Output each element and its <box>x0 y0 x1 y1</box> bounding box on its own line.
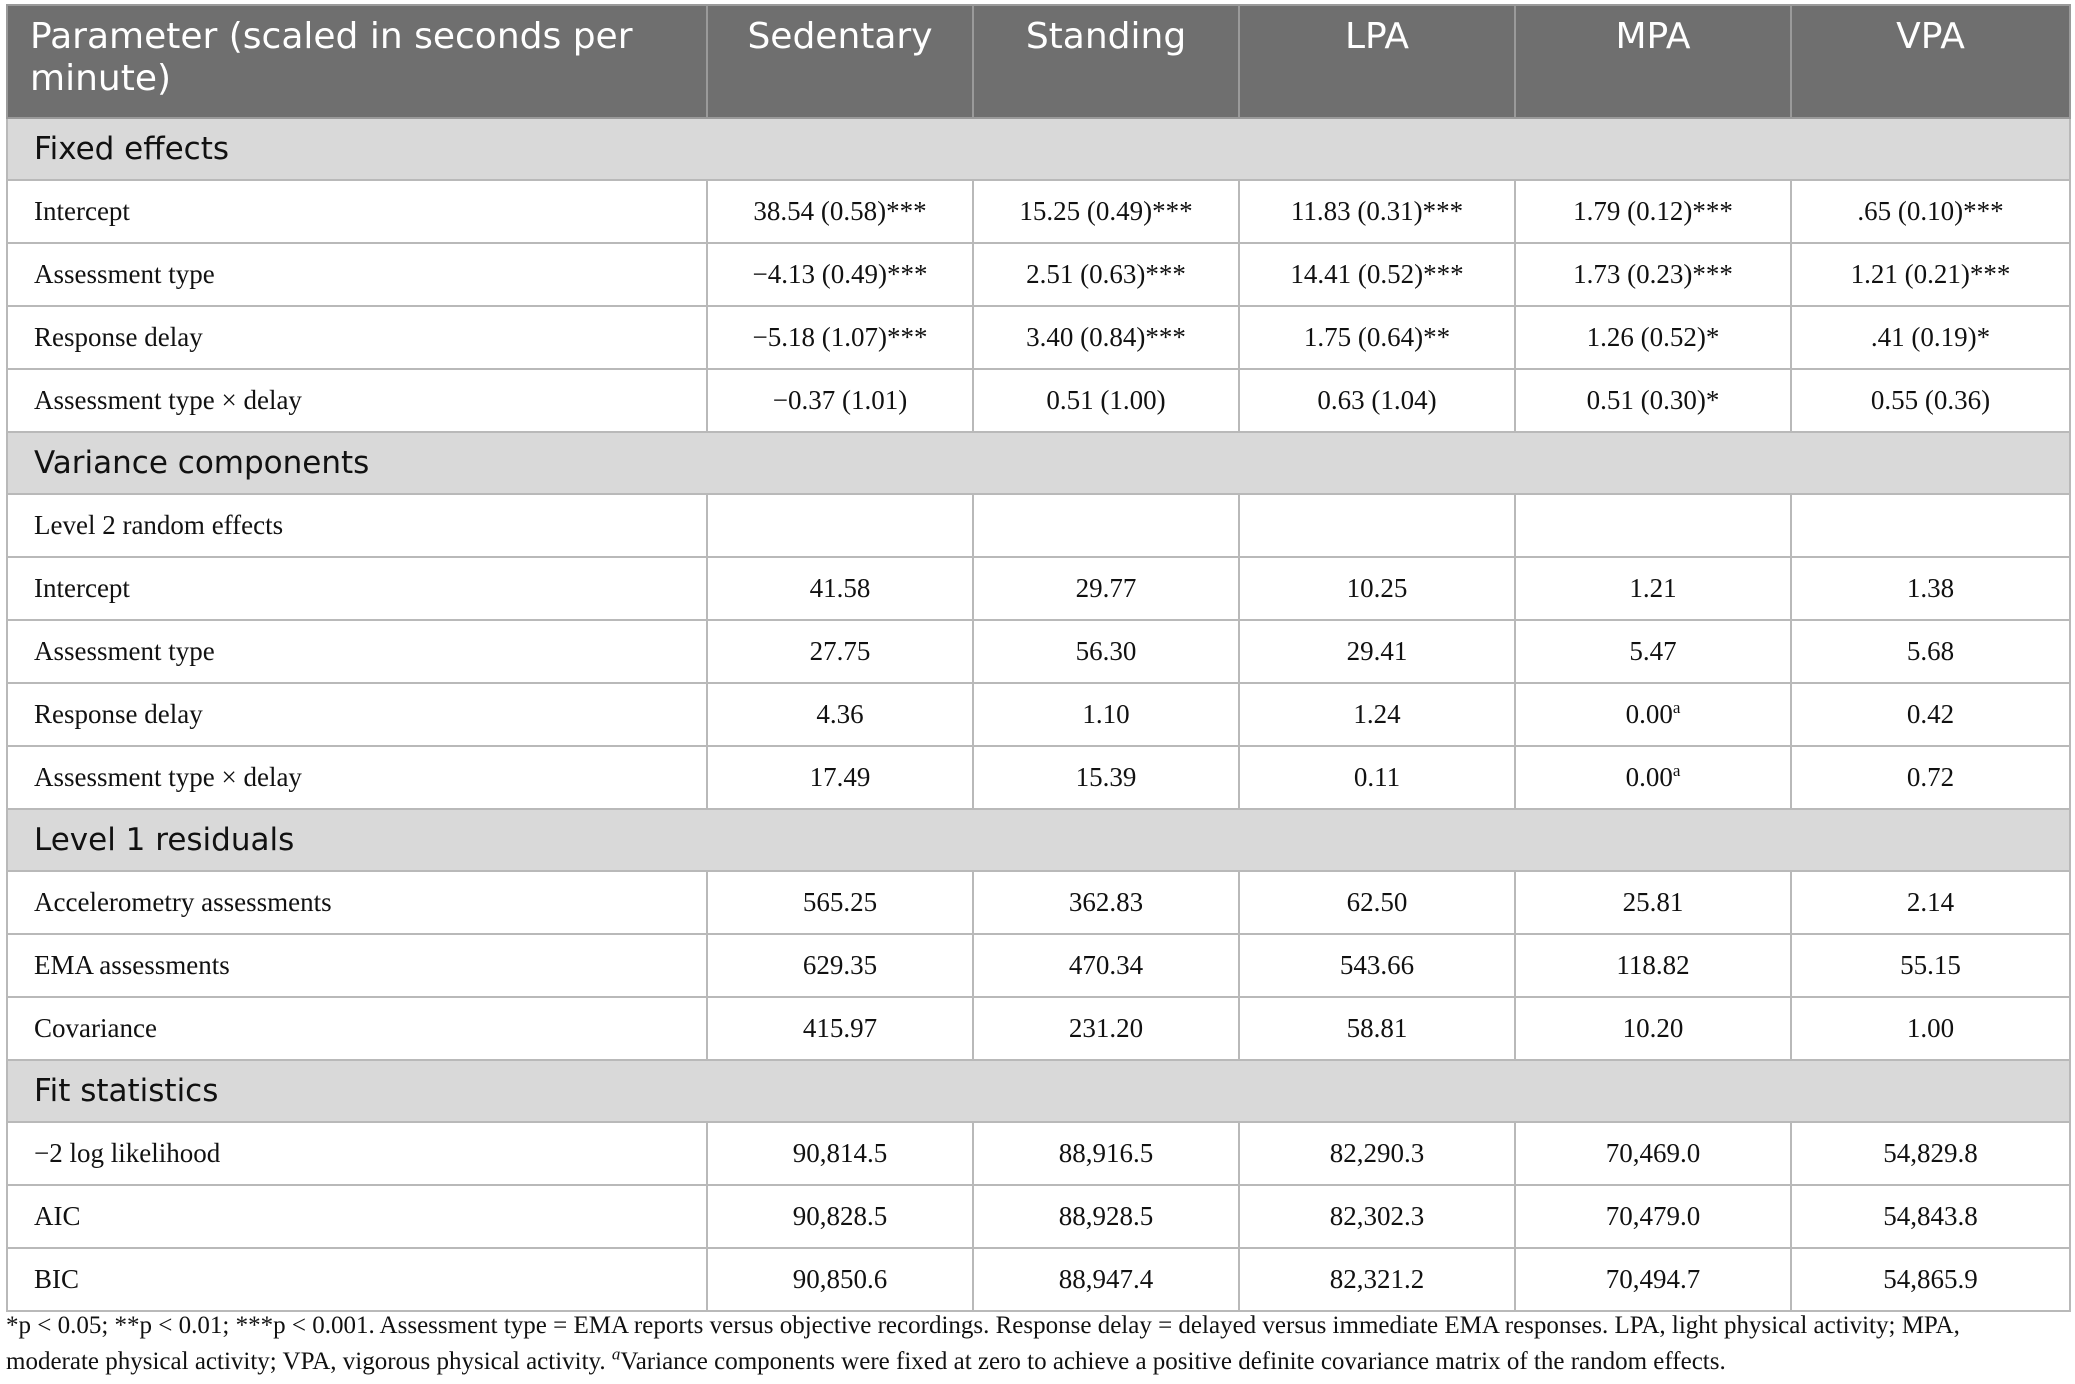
cell-lpa: 58.81 <box>1239 997 1515 1060</box>
row-label: Covariance <box>7 997 707 1060</box>
footnote-marker-a: a <box>1672 698 1681 717</box>
subheading-level2-random-effects: Level 2 random effects <box>7 494 707 557</box>
cell-sedentary: 629.35 <box>707 934 973 997</box>
cell-mpa: 0.51 (0.30)* <box>1515 369 1791 432</box>
cell-mpa: 1.26 (0.52)* <box>1515 306 1791 369</box>
cell-standing: 29.77 <box>973 557 1239 620</box>
section-title-level1-residuals: Level 1 residuals <box>7 809 2070 871</box>
row-label: Intercept <box>7 180 707 243</box>
footnote-marker-a: a <box>611 1344 621 1364</box>
cell-lpa: 62.50 <box>1239 871 1515 934</box>
table-row <box>7 1122 2070 1185</box>
cell-sedentary: 415.97 <box>707 997 973 1060</box>
row-label: AIC <box>7 1185 707 1248</box>
table-row <box>7 620 2070 683</box>
row-label: BIC <box>7 1248 707 1311</box>
cell-standing: 15.25 (0.49)*** <box>973 180 1239 243</box>
header-mpa: MPA <box>1515 5 1791 118</box>
cell-mpa: 70,479.0 <box>1515 1185 1791 1248</box>
cell-mpa: 118.82 <box>1515 934 1791 997</box>
row-label: Assessment type <box>7 243 707 306</box>
cell-vpa: 1.21 (0.21)*** <box>1791 243 2070 306</box>
header-vpa: VPA <box>1791 5 2070 118</box>
cell-standing: 88,928.5 <box>973 1185 1239 1248</box>
table-row <box>7 243 2070 306</box>
cell-standing: 56.30 <box>973 620 1239 683</box>
header-parameter: Parameter (scaled in seconds per minute) <box>7 5 707 118</box>
cell-lpa: 82,302.3 <box>1239 1185 1515 1248</box>
cell-lpa: 0.63 (1.04) <box>1239 369 1515 432</box>
cell-vpa: .41 (0.19)* <box>1791 306 2070 369</box>
cell-lpa: 543.66 <box>1239 934 1515 997</box>
table-row <box>7 683 2070 746</box>
cell-mpa: 70,469.0 <box>1515 1122 1791 1185</box>
cell-sedentary: 27.75 <box>707 620 973 683</box>
cell-mpa: 1.21 <box>1515 557 1791 620</box>
cell-vpa: 55.15 <box>1791 934 2070 997</box>
cell-vpa: 5.68 <box>1791 620 2070 683</box>
results-table <box>6 4 2071 1312</box>
cell-standing: 231.20 <box>973 997 1239 1060</box>
cell-standing: 2.51 (0.63)*** <box>973 243 1239 306</box>
cell-sedentary: −0.37 (1.01) <box>707 369 973 432</box>
empty-cell <box>1515 494 1791 557</box>
cell-mpa: 25.81 <box>1515 871 1791 934</box>
cell-mpa: 5.47 <box>1515 620 1791 683</box>
table-row <box>7 180 2070 243</box>
table-row <box>7 997 2070 1060</box>
empty-cell <box>1239 494 1515 557</box>
empty-cell <box>707 494 973 557</box>
cell-vpa: 54,843.8 <box>1791 1185 2070 1248</box>
row-label: −2 log likelihood <box>7 1122 707 1185</box>
footnote-line-2-end: Variance components were fixed at zero to achieve a positive definite covariance matrix of the random effects. <box>620 1348 1726 1375</box>
header-sedentary: Sedentary <box>707 5 973 118</box>
empty-cell <box>973 494 1239 557</box>
row-label: EMA assessments <box>7 934 707 997</box>
cell-mpa: 1.79 (0.12)*** <box>1515 180 1791 243</box>
cell-vpa: 1.00 <box>1791 997 2070 1060</box>
section-title-variance-components: Variance components <box>7 432 2070 494</box>
header-standing: Standing <box>973 5 1239 118</box>
table-footnote <box>6 1308 2069 1380</box>
cell-lpa: 82,321.2 <box>1239 1248 1515 1311</box>
cell-standing: 3.40 (0.84)*** <box>973 306 1239 369</box>
cell-lpa: 0.11 <box>1239 746 1515 809</box>
row-label: Assessment type × delay <box>7 369 707 432</box>
cell-sedentary: 4.36 <box>707 683 973 746</box>
cell-sedentary: −4.13 (0.49)*** <box>707 243 973 306</box>
table-row <box>7 369 2070 432</box>
cell-standing: 0.51 (1.00) <box>973 369 1239 432</box>
cell-vpa: 0.72 <box>1791 746 2070 809</box>
row-label: Accelerometry assessments <box>7 871 707 934</box>
cell-standing: 362.83 <box>973 871 1239 934</box>
header-row <box>7 5 2070 118</box>
footnote-marker-a: a <box>1672 761 1681 780</box>
table-row <box>7 494 2070 557</box>
header-lpa: LPA <box>1239 5 1515 118</box>
cell-vpa: 54,865.9 <box>1791 1248 2070 1311</box>
cell-sedentary: 90,814.5 <box>707 1122 973 1185</box>
cell-sedentary: 90,828.5 <box>707 1185 973 1248</box>
footnote-line-2-start: moderate physical activity; VPA, vigorous physical activity. <box>6 1348 606 1375</box>
cell-mpa: 1.73 (0.23)*** <box>1515 243 1791 306</box>
cell-standing: 470.34 <box>973 934 1239 997</box>
table-row <box>7 1185 2070 1248</box>
section-row <box>7 1060 2070 1122</box>
cell-vpa: 54,829.8 <box>1791 1122 2070 1185</box>
table-row <box>7 746 2070 809</box>
table-row <box>7 1248 2070 1311</box>
cell-lpa: 29.41 <box>1239 620 1515 683</box>
section-title-fit-statistics: Fit statistics <box>7 1060 2070 1122</box>
table-row <box>7 871 2070 934</box>
row-label: Intercept <box>7 557 707 620</box>
cell-mpa <box>1515 746 1791 809</box>
cell-lpa: 14.41 (0.52)*** <box>1239 243 1515 306</box>
row-label: Assessment type <box>7 620 707 683</box>
cell-standing: 88,916.5 <box>973 1122 1239 1185</box>
cell-standing: 1.10 <box>973 683 1239 746</box>
cell-mpa: 70,494.7 <box>1515 1248 1791 1311</box>
table-row <box>7 306 2070 369</box>
cell-lpa: 1.75 (0.64)** <box>1239 306 1515 369</box>
row-label: Response delay <box>7 683 707 746</box>
footnote-line-1: *p < 0.05; **p < 0.01; ***p < 0.001. Assessment type = EMA reports versus objective recordings. Response delay = delayed versus immediate EMA responses. LPA, light physical activity; MPA, <box>6 1312 1960 1339</box>
cell-vpa: 0.42 <box>1791 683 2070 746</box>
table-row <box>7 557 2070 620</box>
section-title-fixed-effects: Fixed effects <box>7 118 2070 180</box>
cell-sedentary: 38.54 (0.58)*** <box>707 180 973 243</box>
cell-sedentary: −5.18 (1.07)*** <box>707 306 973 369</box>
cell-sedentary: 90,850.6 <box>707 1248 973 1311</box>
cell-value: 0.00 <box>1625 699 1673 729</box>
cell-sedentary: 41.58 <box>707 557 973 620</box>
cell-standing: 15.39 <box>973 746 1239 809</box>
empty-cell <box>1791 494 2070 557</box>
row-label: Assessment type × delay <box>7 746 707 809</box>
cell-sedentary: 565.25 <box>707 871 973 934</box>
cell-lpa: 1.24 <box>1239 683 1515 746</box>
cell-lpa: 11.83 (0.31)*** <box>1239 180 1515 243</box>
cell-standing: 88,947.4 <box>973 1248 1239 1311</box>
section-row <box>7 432 2070 494</box>
cell-lpa: 10.25 <box>1239 557 1515 620</box>
cell-vpa: 1.38 <box>1791 557 2070 620</box>
section-row <box>7 809 2070 871</box>
cell-value: 0.00 <box>1625 762 1673 792</box>
cell-vpa: .65 (0.10)*** <box>1791 180 2070 243</box>
cell-mpa <box>1515 683 1791 746</box>
section-row <box>7 118 2070 180</box>
cell-lpa: 82,290.3 <box>1239 1122 1515 1185</box>
row-label: Response delay <box>7 306 707 369</box>
cell-sedentary: 17.49 <box>707 746 973 809</box>
table-row <box>7 934 2070 997</box>
cell-mpa: 10.20 <box>1515 997 1791 1060</box>
cell-vpa: 0.55 (0.36) <box>1791 369 2070 432</box>
cell-vpa: 2.14 <box>1791 871 2070 934</box>
